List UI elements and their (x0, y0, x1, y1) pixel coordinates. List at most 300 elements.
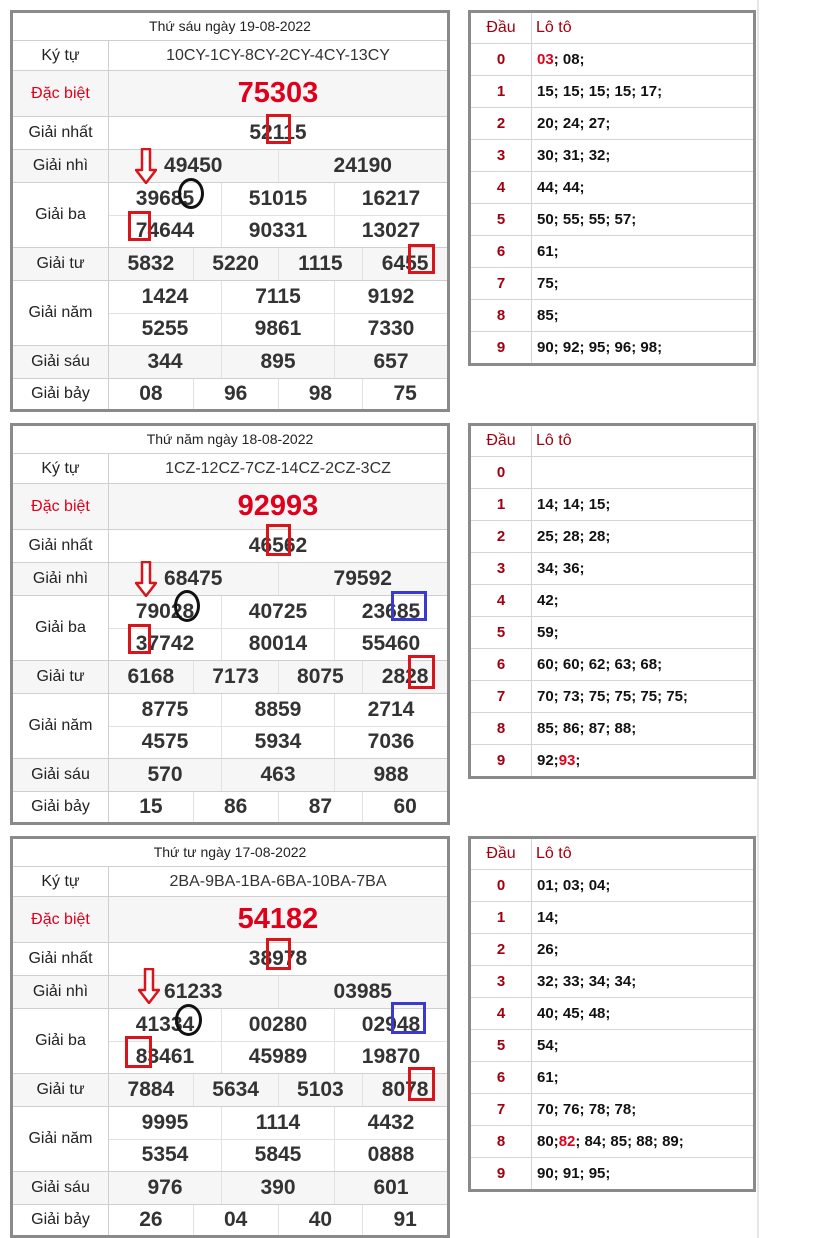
dac-biet-values (109, 897, 447, 942)
giai-tu-row (13, 661, 447, 694)
dac-biet-values (109, 71, 447, 116)
loto-rest: 44; 44; (537, 179, 585, 196)
dau-digit: 5 (471, 617, 532, 648)
dau-digit: 7 (471, 268, 532, 299)
loto-rest: 54; (537, 1037, 559, 1054)
giai-sau-values (109, 759, 447, 791)
result-table (10, 836, 450, 1238)
loto-rest: ; 84; 85; 88; 89; (575, 1133, 684, 1150)
loto-values (532, 934, 753, 965)
loto-row (471, 617, 753, 649)
giai-sau-row (13, 1172, 447, 1205)
giai-bay-label: Giải bảy (13, 379, 109, 409)
loto-highlight: 93 (558, 752, 576, 769)
giai-ba-number: 13027 (334, 216, 447, 248)
giai-bay-number: 91 (362, 1205, 447, 1235)
giai-nam-number: 0888 (334, 1140, 447, 1172)
loto-row (471, 934, 753, 966)
down-arrow-icon (135, 561, 157, 597)
loto-values (532, 1062, 753, 1093)
loto-row (471, 998, 753, 1030)
loto-header (471, 839, 753, 870)
dau-digit: 6 (471, 236, 532, 267)
loto-row (471, 108, 753, 140)
loto-row (471, 489, 753, 521)
loto-row (471, 1126, 753, 1158)
giai-nhi-row (13, 150, 447, 183)
loto-rest: 61; (537, 243, 559, 260)
blue-square-marker (391, 1002, 426, 1034)
loto-values (532, 617, 753, 648)
loto-row (471, 457, 753, 489)
loto-row (471, 1030, 753, 1062)
giai-sau-number: 601 (334, 1172, 447, 1204)
loto-header (471, 426, 753, 457)
giai-sau-number: 895 (221, 346, 334, 378)
dac-biet-label: Đặc biệt (13, 71, 109, 116)
loto-table (468, 10, 756, 366)
loto-rest: 60; 60; 62; 63; 68; (537, 656, 663, 673)
giai-ba-number: 16217 (334, 183, 447, 215)
giai-ba-label: Giải ba (13, 596, 109, 660)
giai-tu-number: 7884 (127, 1078, 175, 1101)
giai-nhi-number: 79592 (278, 563, 448, 595)
giai-nam-number: 1424 (141, 284, 189, 308)
dac-biet-values (109, 484, 447, 529)
loto-rest: 42; (537, 592, 559, 609)
giai-nam-label: Giải năm (13, 281, 109, 345)
dau-digit: 4 (471, 998, 532, 1029)
loto-rest: 14; 14; 15; (537, 496, 611, 513)
dau-header: Đầu (471, 13, 532, 43)
dau-digit: 1 (471, 76, 532, 107)
loto-values (532, 1158, 753, 1189)
dac-biet-number: 92993 (237, 490, 319, 522)
loto-row (471, 1158, 753, 1189)
giai-ba-label: Giải ba (13, 183, 109, 247)
dau-digit: 6 (471, 1062, 532, 1093)
giai-tu-number: 6168 (127, 665, 175, 688)
loto-header-label: Lô tô (536, 432, 572, 449)
loto-values (532, 713, 753, 744)
giai-bay-label: Giải bảy (13, 792, 109, 822)
loto-rest: 50; 55; 55; 57; (537, 211, 637, 228)
giai-sau-number: 976 (147, 1176, 183, 1199)
prize-line (109, 313, 447, 346)
dau-digit: 6 (471, 649, 532, 680)
giai-ba-label: Giải ba (13, 1009, 109, 1073)
loto-values (532, 140, 753, 171)
giai-sau-number: 988 (334, 759, 447, 791)
loto-values (532, 332, 753, 363)
dau-digit: 3 (471, 966, 532, 997)
dau-digit: 9 (471, 1158, 532, 1189)
loto-rest: 90; 92; 95; 96; 98; (537, 339, 663, 356)
down-arrow-icon (135, 148, 157, 184)
giai-ba-number: 90331 (221, 216, 334, 248)
giai-nam-label: Giải năm (13, 1107, 109, 1171)
giai-ba-number: 19870 (334, 1042, 447, 1074)
loto-rest: 59; (537, 624, 559, 641)
ky-tu-label: Ký tự (13, 454, 109, 483)
giai-nam-row (13, 694, 447, 759)
loto-rest: 85; (537, 307, 559, 324)
giai-ba-number: 39685 (135, 186, 195, 210)
giai-nhi-number: 61233 (164, 980, 223, 1003)
loto-values (532, 204, 753, 235)
loto-rest: 25; 28; 28; (537, 528, 611, 545)
giai-ba-number: 37742 (135, 632, 195, 656)
blue-square-marker (391, 591, 427, 621)
loto-rest: 26; (537, 941, 559, 958)
loto-row (471, 236, 753, 268)
result-table (10, 423, 450, 825)
loto-rest: 70; 73; 75; 75; 75; 75; (537, 688, 688, 705)
loto-values (532, 902, 753, 933)
loto-highlight: 82 (558, 1133, 576, 1150)
giai-nhi-label: Giải nhì (13, 976, 109, 1008)
giai-nhat-number: 52115 (249, 121, 307, 144)
giai-nhi-number: 49450 (164, 154, 223, 177)
giai-ba-number: 23685 (334, 596, 447, 628)
giai-nhat-label: Giải nhất (13, 530, 109, 562)
giai-sau-number: 463 (221, 759, 334, 791)
giai-bay-number: 60 (362, 792, 447, 822)
giai-sau-label: Giải sáu (13, 1172, 109, 1204)
giai-nam-number: 5934 (221, 727, 334, 759)
prize-line (109, 41, 447, 70)
giai-nhi-number: 03985 (278, 976, 448, 1008)
loto-rest: 70; 76; 78; 78; (537, 1101, 637, 1118)
draw-date-title: Thứ tư ngày 17-08-2022 (13, 839, 447, 867)
loto-rest: 15; 15; 15; 15; 17; (537, 83, 663, 100)
dau-digit: 8 (471, 1126, 532, 1157)
loto-rest: 14; (537, 909, 559, 926)
draw-date-title: Thứ năm ngày 18-08-2022 (13, 426, 447, 454)
giai-ba-row (13, 596, 447, 661)
prize-line (109, 792, 447, 822)
giai-ba-number: 74644 (135, 219, 195, 243)
giai-tu-number: 5634 (193, 1074, 278, 1106)
prize-line (109, 183, 447, 215)
loto-table (468, 836, 756, 1192)
giai-bay-values (109, 379, 447, 409)
loto-header-label: Lô tô (536, 19, 572, 36)
giai-nhat-number: 38978 (248, 947, 308, 970)
giai-bay-row (13, 379, 447, 409)
giai-ba-number: 51015 (221, 183, 334, 215)
giai-bay-number: 04 (193, 1205, 278, 1235)
giai-ba-number: 83461 (135, 1045, 195, 1069)
giai-nhi-label: Giải nhì (13, 563, 109, 595)
dau-header: Đầu (471, 426, 532, 456)
result-table (10, 10, 450, 412)
giai-nhi-row (13, 563, 447, 596)
dau-digit: 4 (471, 585, 532, 616)
ky-tu-number: 1CZ-12CZ-7CZ-14CZ-2CZ-3CZ (165, 459, 391, 477)
loto-row (471, 713, 753, 745)
giai-nam-number: 9861 (221, 314, 334, 346)
loto-table (468, 423, 756, 779)
giai-sau-row (13, 346, 447, 379)
giai-tu-values (109, 248, 447, 280)
dac-biet-row (13, 484, 447, 530)
loto-values (532, 236, 753, 267)
loto-row (471, 649, 753, 681)
giai-bay-values (109, 792, 447, 822)
prize-line (109, 454, 447, 483)
giai-nhat-number: 46562 (248, 534, 308, 557)
dau-digit: 3 (471, 140, 532, 171)
loto-row (471, 44, 753, 76)
giai-bay-number: 40 (278, 1205, 363, 1235)
giai-bay-number: 86 (193, 792, 278, 822)
dau-digit: 1 (471, 489, 532, 520)
giai-nam-number: 5845 (221, 1140, 334, 1172)
giai-nam-number: 4575 (141, 730, 189, 754)
giai-sau-number: 390 (221, 1172, 334, 1204)
giai-ba-number: 79028 (135, 599, 195, 623)
loto-row (471, 204, 753, 236)
giai-nam-values (109, 694, 447, 758)
giai-bay-number: 26 (139, 1208, 163, 1231)
giai-tu-number: 2828 (362, 661, 447, 693)
loto-values (532, 998, 753, 1029)
loto-values (532, 457, 753, 488)
giai-tu-number: 6455 (362, 248, 447, 280)
giai-nam-row (13, 1107, 447, 1172)
loto-values (532, 745, 753, 776)
giai-bay-label: Giải bảy (13, 1205, 109, 1235)
black-circle-marker (178, 178, 204, 209)
red-square-marker (408, 1067, 435, 1101)
prize-line (109, 379, 447, 409)
loto-rest: 40; 45; 48; (537, 1005, 611, 1022)
prize-line (109, 867, 447, 896)
giai-bay-number: 08 (139, 382, 163, 405)
giai-bay-values (109, 1205, 447, 1235)
loto-values (532, 966, 753, 997)
loto-row (471, 681, 753, 713)
giai-tu-values (109, 661, 447, 693)
loto-rest: 30; 31; 32; (537, 147, 611, 164)
giai-bay-number: 98 (278, 379, 363, 409)
draw-date-title: Thứ sáu ngày 19-08-2022 (13, 13, 447, 41)
giai-nam-values (109, 1107, 447, 1171)
prize-line (109, 1074, 447, 1106)
dau-digit: 7 (471, 1094, 532, 1125)
loto-pre: 92; (537, 752, 559, 769)
dau-digit: 7 (471, 681, 532, 712)
loto-row (471, 870, 753, 902)
giai-nam-number: 9995 (141, 1110, 189, 1134)
down-arrow-icon (138, 968, 160, 1004)
giai-sau-number: 657 (334, 346, 447, 378)
dau-digit: 8 (471, 300, 532, 331)
prize-line (109, 661, 447, 693)
dau-digit: 0 (471, 870, 532, 901)
giai-sau-number: 570 (147, 763, 183, 786)
loto-rest: 01; 03; 04; (537, 877, 611, 894)
prize-line (109, 281, 447, 313)
loto-row (471, 172, 753, 204)
loto-row (471, 76, 753, 108)
loto-row (471, 140, 753, 172)
loto-values (532, 172, 753, 203)
giai-nam-number: 1114 (221, 1107, 334, 1139)
giai-nhi-label: Giải nhì (13, 150, 109, 182)
giai-nam-row (13, 281, 447, 346)
giai-ba-number: 41334 (135, 1012, 195, 1036)
giai-ba-number: 45989 (221, 1042, 334, 1074)
ky-tu-row (13, 454, 447, 484)
dau-digit: 0 (471, 44, 532, 75)
loto-values (532, 553, 753, 584)
ky-tu-values (109, 41, 447, 70)
giai-nhi-values (109, 150, 447, 182)
black-circle-marker (175, 1004, 202, 1036)
red-square-marker (408, 244, 435, 274)
ky-tu-number: 2BA-9BA-1BA-6BA-10BA-7BA (169, 872, 387, 890)
giai-tu-number: 7173 (193, 661, 278, 693)
loto-values (532, 268, 753, 299)
prize-line (109, 1107, 447, 1139)
prize-line (109, 1041, 447, 1074)
giai-nhi-number: 68475 (164, 567, 223, 590)
ky-tu-row (13, 867, 447, 897)
dau-digit: 2 (471, 521, 532, 552)
giai-sau-values (109, 346, 447, 378)
loto-row (471, 300, 753, 332)
red-square-marker (128, 211, 151, 241)
giai-nam-number: 8775 (141, 697, 189, 721)
ky-tu-row (13, 41, 447, 71)
giai-sau-values (109, 1172, 447, 1204)
giai-nam-number: 7115 (221, 281, 334, 313)
loto-highlight: 03 (537, 51, 554, 68)
loto-row (471, 585, 753, 617)
loto-row (471, 268, 753, 300)
dau-digit: 9 (471, 745, 532, 776)
giai-bay-number: 96 (193, 379, 278, 409)
prize-line (109, 628, 447, 661)
dac-biet-number: 54182 (237, 903, 319, 935)
red-square-marker (408, 655, 435, 689)
loto-row (471, 521, 753, 553)
giai-nam-number: 9192 (334, 281, 447, 313)
giai-tu-label: Giải tư (13, 661, 109, 693)
giai-sau-row (13, 759, 447, 792)
red-square-marker (266, 114, 291, 144)
dau-digit: 1 (471, 902, 532, 933)
giai-ba-number: 55460 (334, 629, 447, 661)
giai-nam-label: Giải năm (13, 694, 109, 758)
prize-line (109, 897, 447, 942)
loto-values (532, 1126, 753, 1157)
ky-tu-number: 10CY-1CY-8CY-2CY-4CY-13CY (166, 46, 390, 64)
giai-nhat-label: Giải nhất (13, 117, 109, 149)
giai-tu-row (13, 1074, 447, 1107)
giai-ba-number: 02948 (334, 1009, 447, 1041)
giai-nam-values (109, 281, 447, 345)
prize-line (109, 248, 447, 280)
giai-tu-label: Giải tư (13, 1074, 109, 1106)
loto-rest: ; 08; (553, 51, 585, 68)
prize-line (109, 694, 447, 726)
giai-bay-row (13, 792, 447, 822)
giai-ba-values (109, 183, 447, 247)
loto-pre: 80; (537, 1133, 559, 1150)
loto-rest: 75; (537, 275, 559, 292)
giai-nam-number: 5255 (141, 317, 189, 341)
prize-line (109, 1139, 447, 1172)
dac-biet-number: 75303 (237, 77, 319, 109)
loto-rest: 32; 33; 34; 34; (537, 973, 637, 990)
loto-rest: ; (575, 752, 581, 769)
giai-sau-number: 344 (147, 350, 183, 373)
loto-row (471, 332, 753, 363)
red-square-marker (128, 624, 151, 654)
giai-nam-number: 7330 (334, 314, 447, 346)
giai-sau-label: Giải sáu (13, 759, 109, 791)
loto-values (532, 681, 753, 712)
giai-bay-row (13, 1205, 447, 1235)
loto-values (532, 489, 753, 520)
ky-tu-values (109, 867, 447, 896)
giai-nhat-row (13, 117, 447, 150)
loto-row (471, 902, 753, 934)
loto-rest: 85; 86; 87; 88; (537, 720, 637, 737)
dac-biet-label: Đặc biệt (13, 484, 109, 529)
giai-tu-number: 5220 (193, 248, 278, 280)
red-square-marker (125, 1036, 152, 1068)
ky-tu-values (109, 454, 447, 483)
giai-bay-number: 15 (139, 795, 163, 818)
prize-line (109, 1172, 447, 1204)
loto-values (532, 44, 753, 75)
loto-values (532, 521, 753, 552)
prize-line (109, 1205, 447, 1235)
dau-digit: 4 (471, 172, 532, 203)
dau-header: Đầu (471, 839, 532, 869)
ky-tu-label: Ký tự (13, 867, 109, 896)
dau-digit: 5 (471, 204, 532, 235)
giai-tu-number: 8078 (362, 1074, 447, 1106)
giai-nhi-row (13, 976, 447, 1009)
giai-nam-number: 7036 (334, 727, 447, 759)
giai-nhat-row (13, 943, 447, 976)
page-divider (757, 0, 759, 1238)
giai-sau-label: Giải sáu (13, 346, 109, 378)
giai-tu-values (109, 1074, 447, 1106)
giai-bay-number: 87 (278, 792, 363, 822)
red-square-marker (266, 938, 291, 970)
prize-line (109, 150, 447, 182)
loto-rest: 34; 36; (537, 560, 585, 577)
giai-ba-number: 80014 (221, 629, 334, 661)
giai-nam-number: 2714 (334, 694, 447, 726)
prize-line (109, 759, 447, 791)
giai-nam-number: 4432 (334, 1107, 447, 1139)
giai-ba-number: 40725 (221, 596, 334, 628)
dac-biet-row (13, 71, 447, 117)
loto-rest: 90; 91; 95; (537, 1165, 611, 1182)
dau-digit: 2 (471, 934, 532, 965)
loto-row (471, 1094, 753, 1126)
giai-bay-number: 75 (362, 379, 447, 409)
prize-line (109, 346, 447, 378)
red-square-marker (266, 524, 291, 556)
